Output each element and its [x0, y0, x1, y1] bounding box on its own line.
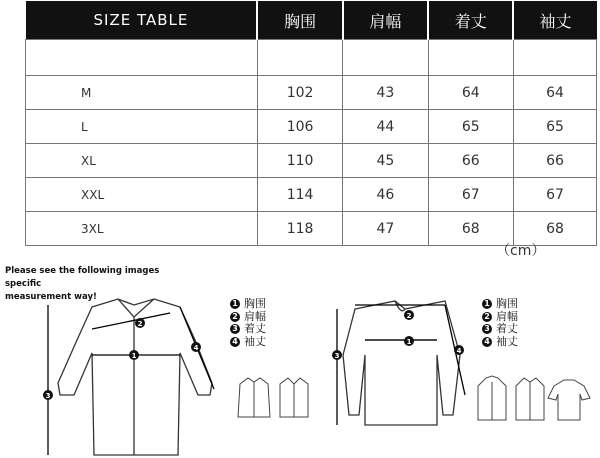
sweater-measurement-diagram: [325, 295, 475, 435]
shoulder-line: [92, 313, 170, 329]
shoulder-cell: 43: [343, 76, 428, 110]
chest-cell: 110: [257, 144, 342, 178]
marker-2: 2: [406, 312, 412, 320]
marker-4: 4: [193, 344, 199, 352]
size-cell: XL: [26, 144, 258, 178]
size-cell: 3XL: [26, 212, 258, 246]
jacket-icons: [230, 372, 310, 432]
header-size-table: SIZE TABLE: [26, 1, 258, 40]
shoulder-cell: 46: [343, 178, 428, 212]
marker-3: 3: [45, 392, 51, 400]
size-cell: XXL: [26, 178, 258, 212]
instruction-line: Please see the following images specific: [5, 266, 160, 289]
marker-2: 2: [137, 320, 143, 328]
chest-cell: 102: [257, 76, 342, 110]
sleeve-cell: 67: [513, 178, 596, 212]
chest-cell: 118: [257, 212, 342, 246]
size-table: [25, 1, 597, 246]
tshirt-icon: [548, 380, 590, 420]
size-cell: M: [26, 76, 258, 110]
blazer-icon: [280, 378, 308, 417]
sweater-icons: [470, 372, 595, 432]
cardigan-icon: [516, 378, 544, 420]
shirt-outline: [58, 299, 212, 455]
marker-1: 1: [406, 338, 412, 346]
length-cell: 66: [428, 144, 513, 178]
table-row: [26, 178, 597, 212]
length-cell: 64: [428, 76, 513, 110]
sleeve-cell: 64: [513, 76, 596, 110]
sleeve-cell: 66: [513, 144, 596, 178]
hoodie-icon: [478, 376, 506, 420]
header-length: 着丈: [428, 1, 513, 40]
table-header-row: [26, 1, 597, 40]
legend-right: 1 胸围 2 肩幅 3 着丈 4 袖丈: [482, 298, 518, 348]
length-cell: 67: [428, 178, 513, 212]
shirt-measurement-diagram: [30, 295, 220, 458]
header-shoulder: 肩幅: [343, 1, 428, 40]
length-cell: 68: [428, 212, 513, 246]
marker-4: 4: [456, 347, 462, 355]
unit-label: （cm）: [496, 243, 546, 259]
chest-cell: 114: [257, 178, 342, 212]
table-row: [26, 110, 597, 144]
shoulder-cell: 45: [343, 144, 428, 178]
marker-1: 1: [131, 352, 137, 360]
table-row: [26, 144, 597, 178]
hooded-jacket-icon: [238, 378, 270, 417]
table-row: [26, 76, 597, 110]
shoulder-cell: 44: [343, 110, 428, 144]
legend-left: 1 胸围 2 肩幅 3 着丈 4 袖丈: [230, 298, 266, 348]
length-cell: 65: [428, 110, 513, 144]
header-chest: 胸围: [257, 1, 342, 40]
header-sleeve: 袖丈: [513, 1, 596, 40]
instruction-line: measurement way!: [5, 292, 97, 302]
chest-cell: 106: [257, 110, 342, 144]
sweater-outline: [343, 301, 460, 425]
size-cell: L: [26, 110, 258, 144]
sleeve-cell: 65: [513, 110, 596, 144]
table-row-blank: [26, 40, 597, 76]
shoulder-cell: 47: [343, 212, 428, 246]
sleeve-cell: 68: [513, 212, 596, 246]
marker-3: 3: [334, 352, 340, 360]
